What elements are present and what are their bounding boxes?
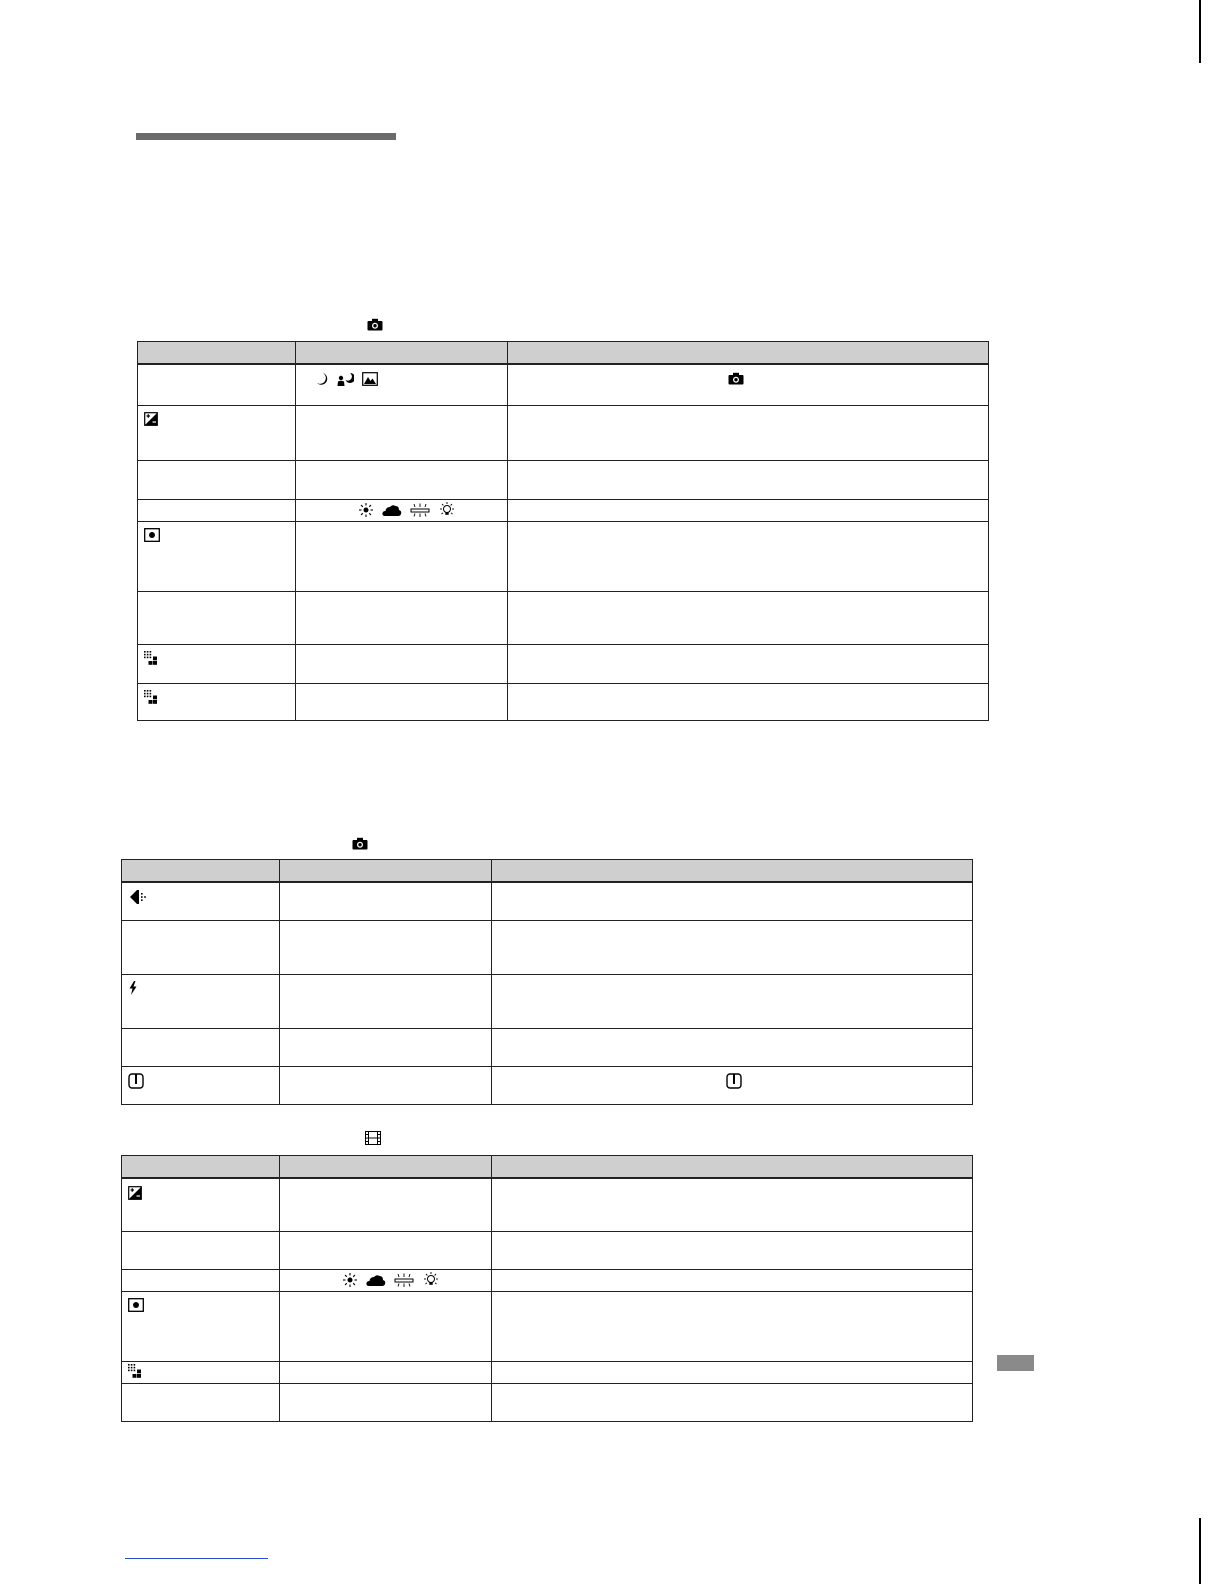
header-cell-setting	[280, 1156, 492, 1179]
value-cell	[296, 683, 508, 720]
camera-icon	[367, 318, 383, 332]
settings-table-still-1	[137, 341, 989, 721]
header-cell-item	[122, 860, 280, 883]
description-cell	[492, 974, 973, 1028]
item-cell	[138, 683, 296, 720]
item-cell	[122, 1361, 280, 1383]
description-cell	[492, 920, 973, 974]
table-row	[122, 1066, 973, 1104]
description-cell	[508, 499, 989, 521]
section-title-bar	[136, 133, 396, 140]
table-row	[122, 1269, 973, 1291]
header-cell-description	[492, 860, 973, 883]
page-link-underline[interactable]	[125, 1558, 268, 1559]
item-cell	[122, 1269, 280, 1291]
image-size-icon	[144, 690, 160, 704]
table-row	[138, 364, 989, 405]
description-cell	[492, 1178, 973, 1231]
table-row	[138, 644, 989, 683]
value-cell	[280, 1178, 492, 1231]
item-cell	[122, 1231, 280, 1269]
exposure-icon	[144, 412, 158, 426]
description-cell	[508, 683, 989, 720]
description-cell	[508, 460, 989, 499]
table-row	[122, 920, 973, 974]
table-row	[122, 1028, 973, 1066]
memory-stick-icon	[128, 1073, 144, 1089]
exposure-icon	[128, 1186, 142, 1200]
value-cell	[296, 644, 508, 683]
table-row	[122, 1231, 973, 1269]
description-cell	[508, 364, 989, 405]
cloud-icon	[382, 503, 402, 517]
description-cell	[492, 1028, 973, 1066]
item-cell	[138, 591, 296, 644]
description-cell	[508, 405, 989, 460]
item-cell	[138, 460, 296, 499]
table-row	[138, 591, 989, 644]
item-cell	[138, 521, 296, 591]
sun-icon	[358, 502, 374, 518]
description-cell	[492, 882, 973, 920]
item-cell	[138, 499, 296, 521]
sun-icon	[342, 1272, 358, 1288]
spot-meter-icon	[128, 1298, 144, 1312]
settings-table-movie	[121, 1155, 973, 1422]
night-portrait-icon	[336, 372, 354, 386]
value-cell	[280, 920, 492, 974]
description-cell	[508, 644, 989, 683]
fluorescent-icon	[410, 503, 430, 517]
spot-meter-icon	[144, 528, 160, 542]
description-cell	[492, 1383, 973, 1421]
table-header-row	[122, 1156, 973, 1179]
table-row	[138, 405, 989, 460]
header-cell-description	[492, 1156, 973, 1179]
header-cell-item	[138, 342, 296, 365]
value-cell	[280, 1269, 492, 1291]
value-cell	[296, 499, 508, 521]
description-cell	[508, 591, 989, 644]
item-cell	[122, 1291, 280, 1361]
value-cell	[280, 1066, 492, 1104]
value-cell	[296, 521, 508, 591]
header-cell-description	[508, 342, 989, 365]
description-cell	[492, 1269, 973, 1291]
table-header-row	[122, 860, 973, 883]
item-cell	[122, 1028, 280, 1066]
description-cell	[492, 1231, 973, 1269]
table-row	[122, 1361, 973, 1383]
value-cell	[296, 460, 508, 499]
table-row	[138, 499, 989, 521]
header-cell-setting	[280, 860, 492, 883]
memory-stick-icon	[726, 1073, 742, 1089]
description-cell	[492, 1361, 973, 1383]
item-cell	[138, 405, 296, 460]
cloud-icon	[366, 1273, 386, 1287]
item-cell	[122, 974, 280, 1028]
table-row	[138, 683, 989, 720]
description-cell	[492, 1291, 973, 1361]
table-row	[122, 1178, 973, 1231]
item-cell	[138, 364, 296, 405]
fluorescent-icon	[394, 1273, 414, 1287]
table-row	[122, 1291, 973, 1361]
table-row	[122, 882, 973, 920]
side-index-tab	[997, 1355, 1034, 1371]
landscape-icon	[362, 372, 378, 386]
table-header-row	[138, 342, 989, 365]
value-cell	[280, 1231, 492, 1269]
item-cell	[122, 882, 280, 920]
value-cell	[280, 1028, 492, 1066]
item-cell	[122, 1383, 280, 1421]
camera-icon	[352, 837, 368, 851]
crop-mark-top-right	[1199, 0, 1201, 63]
value-cell	[280, 1361, 492, 1383]
table-row	[122, 974, 973, 1028]
description-cell	[492, 1066, 973, 1104]
flash-icon	[128, 981, 138, 995]
item-cell	[122, 1178, 280, 1231]
header-cell-setting	[296, 342, 508, 365]
value-cell	[280, 1383, 492, 1421]
movie-icon	[365, 1131, 381, 1145]
image-size-icon	[144, 651, 160, 665]
crop-mark-bottom-right	[1199, 1518, 1201, 1584]
value-cell	[296, 591, 508, 644]
settings-table-still-2	[121, 859, 973, 1105]
value-cell	[296, 405, 508, 460]
item-cell	[138, 644, 296, 683]
description-cell	[508, 521, 989, 591]
bulb-icon	[438, 502, 456, 518]
table-row	[138, 460, 989, 499]
value-cell	[280, 1291, 492, 1361]
value-cell	[280, 974, 492, 1028]
moon-icon	[316, 372, 328, 386]
value-cell	[296, 364, 508, 405]
image-size-icon	[128, 1364, 144, 1378]
item-cell	[122, 1066, 280, 1104]
table-row	[138, 521, 989, 591]
item-cell	[122, 920, 280, 974]
value-cell	[280, 882, 492, 920]
header-cell-item	[122, 1156, 280, 1179]
af-icon	[128, 889, 148, 905]
bulb-icon	[422, 1272, 440, 1288]
camera-icon	[728, 372, 744, 385]
table-row	[122, 1383, 973, 1421]
